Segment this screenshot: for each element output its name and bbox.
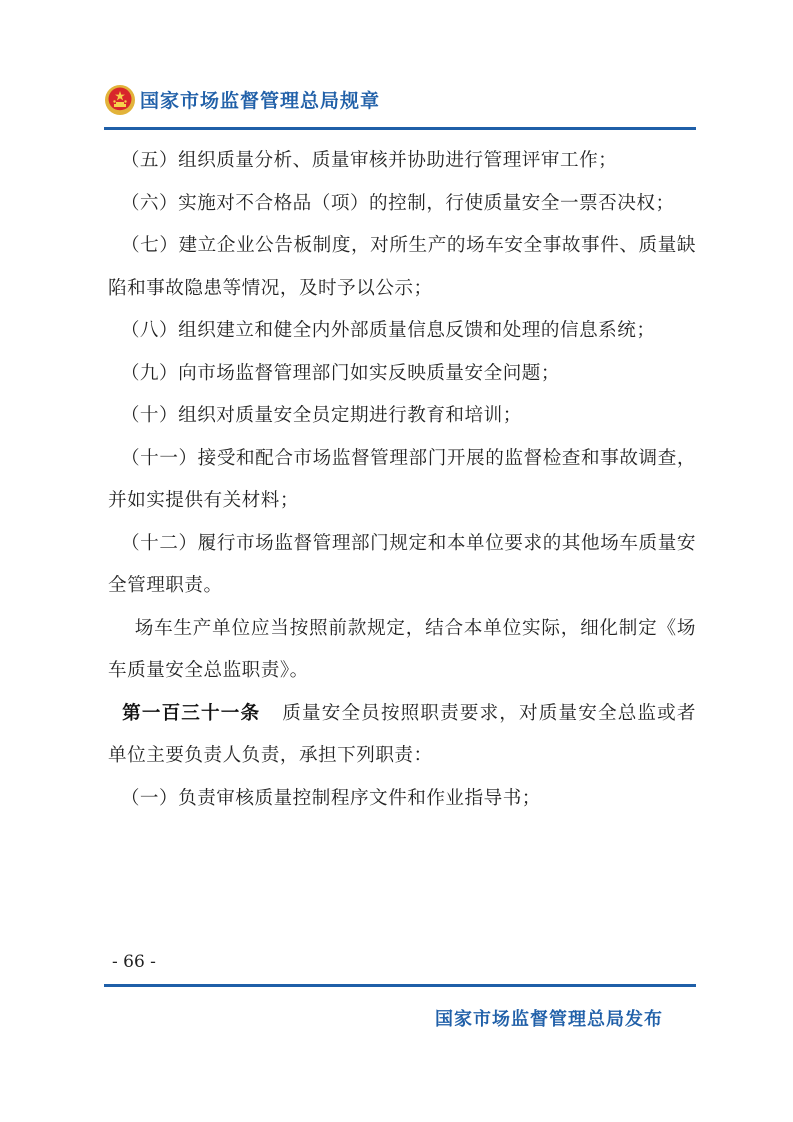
- header-rule: [104, 127, 696, 130]
- document-body: [108, 140, 696, 820]
- closing-paragraph: 场车生产单位应当按照前款规定，结合本单位实际，细化制定《场车质量安全总监职责》。: [108, 617, 696, 681]
- list-item-9: （九）向市场监督管理部门如实反映质量安全问题；: [120, 362, 560, 384]
- list-item-8: （八）组织建立和健全内外部质量信息反馈和处理的信息系统；: [120, 320, 656, 341]
- list-item-12: （十二）履行市场监督管理部门规定和本单位要求的其他场车质量安全管理职责。: [108, 532, 696, 596]
- article-number: 第一百三十一条: [122, 702, 261, 724]
- list-item-7: （七）建立企业公告板制度，对所生产的场车安全事故事件、质量缺陷和事故隐患等情况，及时予以公示；: [108, 235, 696, 299]
- article-131: [108, 693, 696, 778]
- list-item-10: （十）组织对质量安全员定期进行教育和培训；: [120, 405, 522, 426]
- footer-publisher: 国家市场监督管理总局发布: [435, 1009, 663, 1030]
- article-text: 质量安全员按照职责要求，对质量安全总监或者单位主要负责人负责，承担下列职责：: [108, 702, 696, 766]
- list-item-11: （十一）接受和配合市场监督管理部门开展的监督检查和事故调查，并如实提供有关材料；: [108, 447, 696, 511]
- list-item-5: （五）组织质量分析、质量审核并协助进行管理评审工作；: [120, 150, 618, 171]
- footer-rule: [104, 984, 696, 987]
- list-item-1: （一）负责审核质量控制程序文件和作业指导书；: [120, 787, 541, 809]
- page-number: - 66 -: [112, 952, 156, 972]
- header-title: 国家市场监督管理总局规章: [140, 90, 381, 112]
- page-header: [104, 80, 696, 132]
- list-item-6: （六）实施对不合格品（项）的控制，行使质量安全一票否决权；: [120, 192, 675, 214]
- national-emblem-icon: [104, 84, 136, 116]
